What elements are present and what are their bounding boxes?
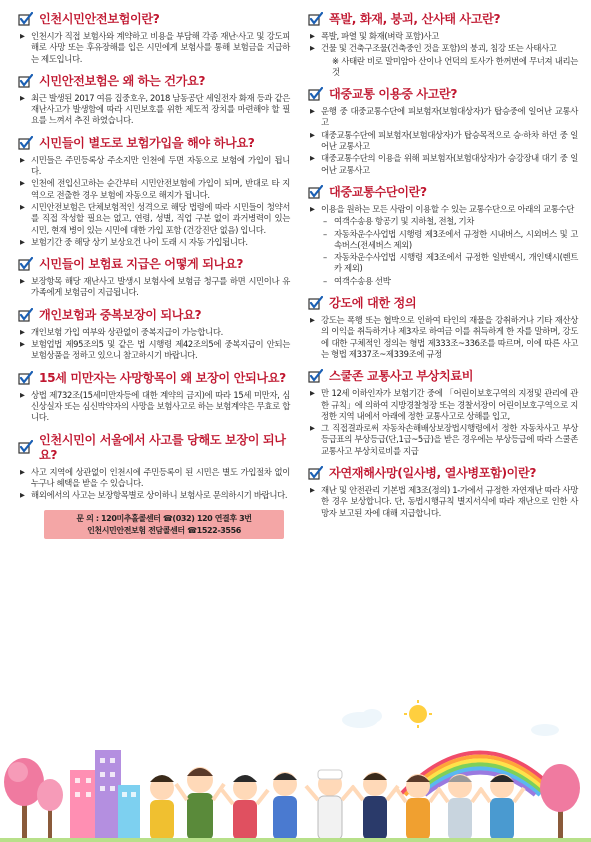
list-item: ▶ 상법 제732조(15세미만자등에 대한 계약의 금지)에 따라 15세 미만자, 심신상실자 또는 심신박약자의 사망을 보험사고로 하는 보험계약은 무효로 합니다. [18,390,290,424]
section-title: 대중교통수단이란? [329,184,427,199]
section-title: 인천시민이 서울에서 사고를 당해도 보장이 되나요? [39,432,286,462]
bullet-list [18,93,290,127]
section-header [308,466,578,481]
info-section [308,369,578,457]
section-header [18,136,290,151]
checkbox-check-icon [308,369,323,384]
person-icon [222,775,268,840]
list-item: ▶ 해외에서의 사고는 보장항목별로 상이하니 보험사로 문의하시기 바랍니다. [18,490,290,501]
section-title: 대중교통 이용중 사고란? [329,87,458,102]
bullet-list [18,31,290,65]
list-item: ▶ 최근 발생된 2017 여름 집중호우, 2018 남동공단 세일전자 화재 등과 같은 재난사고가 발생함에 따라 시민보호를 위한 제도적 장치를 마련해야 할 필요를 느껴서 추진 하였습니다. [18,93,290,127]
section-title: 시민안전보험은 왜 하는 건가요? [39,73,206,88]
note-text: ※ 사태란 비로 말미암아 산이나 언덕의 토사가 한꺼번에 무너져 내리는 것 [332,55,578,77]
person-icon [273,772,297,840]
list-item: ▶ 재난 및 안전관리 기본법 제3조(정의) 1-가에서 규정한 자연재난 따라 사망한 경우 보상합니다. 단, 동법시행규칙 별지서식에 따라 재난으로 인한 사망자 보고된 자에 대해 지급합니다. [308,485,578,519]
section-title: 강도에 대한 정의 [329,296,417,311]
bullet-list [18,467,290,502]
section-header [308,296,578,311]
list-item: ▶ 시민안전보험은 단체보험적인 성격으로 해당 법령에 따라 시민들이 청약서를 직접 작성할 필요는 없고, 연령, 성별, 직업 구분 없이 과거병력이 있는 시민, 현재 병이 있는 시민에 대한 가입 포함 (건강진단 없음) 입니다. [18,202,290,236]
list-item: ▶ 만 12세 이하인자가 보험기간 중에 「어린이보호구역의 지정및 관리에 관한 규칙」에 의하여 지방경찰청장 또는 경찰서장이 어린이보호구역으로 지정한 지역 내에서 아래에 정한 교통사고로 상해를 입고, [308,388,578,422]
checkbox-check-icon [308,12,323,27]
section-title: 시민들이 별도로 보험가입을 해야 하나요? [39,135,255,150]
decorative-illustration [0,700,591,842]
list-item: ▶ 대중교통수단의 이용을 위해 피보험자(보험대상자)가 승강장내 대기 중 일어난 교통사고 [308,153,578,176]
list-item: ▶ 개인보험 가입 여부와 상관없이 중복지급이 가능합니다. [18,327,290,338]
bullet-list [308,315,578,360]
right-column [308,12,578,528]
bullet-list [308,388,578,457]
left-column [18,12,290,539]
section-header [18,433,290,463]
info-section [18,371,290,424]
bullet-list [18,390,290,424]
info-section [18,257,290,299]
section-title: 15세 미만자는 사망항목이 왜 보장이 안되나요? [39,370,286,385]
checkbox-check-icon [18,440,33,455]
list-item: ▶ 인천시가 직접 보험사와 계약하고 비용을 부담해 각종 재난·사고 및 강도피해로 사망 또는 후유장해를 입은 시민에게 보험사를 통해 보험금을 지급하는 제도입니다. [18,31,290,65]
bullet-list [18,276,290,299]
bullet-list [308,31,578,78]
bullet-list [308,485,578,519]
tree-icon [4,758,63,840]
info-section [308,296,578,360]
section-header [308,185,578,200]
section-title: 폭발, 화재, 붕괴, 산사태 사고란? [329,12,501,26]
person-icon [176,767,224,840]
tree-icon [540,764,580,840]
info-section [18,308,290,362]
section-header [308,369,578,384]
list-item: ▶ 건물 및 건축구조물(건축중인 것을 포함)의 붕괴, 침강 또는 사태사고 [308,43,578,54]
section-header [18,371,290,386]
building-icon [70,750,140,840]
sub-list-item: – 자동차운수사업법 시행령 제3조에서 규정한 시내버스, 시외버스 및 고속버스(전세버스 제외) [308,229,578,252]
section-header [308,12,578,27]
contact-line: 문 의 : 120미추홀콜센터 ☎(032) 120 연결후 3번 [76,514,252,524]
checkbox-check-icon [18,308,33,323]
list-item: ▶ 그 직접결과로써 자동차손해배상보장법시행령에서 정한 자동차사고 부상등급표의 부상등급(단,1급~5급)을 받은 경우에는 부상등급에 따라 스쿨존 교통사고 부상치료비를 지급 [308,423,578,457]
checkbox-check-icon [18,371,33,386]
section-header [18,257,290,272]
person-icon [306,770,354,840]
cloud-icon [342,709,559,736]
list-item: ▶ 폭발, 파열 및 화재(벼락 포함)사고 [308,31,578,42]
section-header [18,74,290,89]
bullet-list [308,106,578,176]
sub-list-item: – 여객수송용 항공기 및 지하철, 전철, 기차 [308,216,578,227]
sub-list-item: – 여객수송용 선박 [308,276,578,287]
person-icon [150,775,174,840]
info-section [308,185,578,287]
info-section [308,87,578,176]
list-item: ▶ 시민들은 주민등록상 주소지만 인천에 두면 자동으로 보험에 가입이 됩니다. [18,155,290,178]
person-icon [352,772,398,840]
list-item: ▶ 운행 중 대중교통수단에 피보험자(보험대상자)가 탑승중에 일어난 교통사고 [308,106,578,129]
checkbox-check-icon [308,296,323,311]
section-title: 자연재해사망(일사병, 열사병포함)이란? [329,466,537,481]
section-title: 스쿨존 교통사고 부상치료비 [329,369,474,384]
bullet-list [308,204,578,287]
list-item: ▶ 대중교통수단에 피보험자(보험대상자)가 탑승목적으로 승·하차 하던 중 일어난 교통사고 [308,130,578,153]
bullet-list [18,327,290,362]
section-header [308,87,578,102]
list-item: ▶ 사고 지역에 상관없이 인천시에 주민등록이 된 시민은 별도 가입절차 없이 누구나 혜택을 받을 수 있습니다. [18,467,290,490]
info-section [18,12,290,65]
info-section [18,74,290,127]
list-item: ▶ 이용을 원하는 모든 사람이 이용할 수 있는 교통수단으로 아래의 교통수단 [308,204,578,215]
info-section [308,466,578,519]
list-item: ▶ 보장항목 해당 재난사고 발생시 보험사에 보험금 청구를 하면 시민이나 유가족에게 보험금이 지급됩니다. [18,276,290,299]
section-title: 인천시민안전보험이란? [39,12,160,26]
info-section [18,433,290,502]
checkbox-check-icon [308,87,323,102]
bullet-list [18,155,290,248]
sun-icon [404,700,432,728]
checkbox-check-icon [18,257,33,272]
section-header [18,308,290,323]
section-title: 개인보험과 중복보장이 되나요? [39,307,202,322]
contact-box [44,510,284,539]
section-title: 시민들이 보험료 지급은 어떻게 되나요? [39,257,244,272]
ground-strip [0,838,591,842]
list-item: ▶ 보험업법 제95조의5 및 같은 법 시행령 제42조의5에 중복지급이 안되는 보험상품을 정하고 있으니 참고하시기 바랍니다. [18,339,290,362]
checkbox-check-icon [308,466,323,481]
list-item: ▶ 보험기간 중 해당 상기 보상요건 나이 도래 시 자동 가입됩니다. [18,237,290,248]
people-group-icon [150,767,524,840]
section-header [18,12,290,27]
info-section [18,136,290,248]
info-section [308,12,578,78]
checkbox-check-icon [18,136,33,151]
sub-list-item: – 자동차운수사업법 시행령 제3조에서 규정한 일반택시, 개인택시(렌트카 제외) [308,252,578,275]
list-item: ▶ 인천에 전입신고하는 순간부터 시민안전보험에 가입이 되며, 반대로 타 지역으로 전출한 경우 보험에 자동으로 해지가 됩니다. [18,178,290,201]
list-item: ▶ 강도는 폭행 또는 협박으로 인하여 타인의 재물을 강취하거나 기타 재산상의 이익을 취득하거나 제3자로 하여금 이를 취득하게 한 자를 말하며, 강도에 대한 구체적인 정의는 형법 제333조~336조를 따르며, 이에 따른 사고는 형법 제337조~제339조에 규정 [308,315,578,360]
checkbox-check-icon [18,74,33,89]
contact-line: 인천시민안전보험 전담콜센터 ☎1522-3556 [87,525,241,535]
checkbox-check-icon [308,185,323,200]
checkbox-check-icon [18,12,33,27]
